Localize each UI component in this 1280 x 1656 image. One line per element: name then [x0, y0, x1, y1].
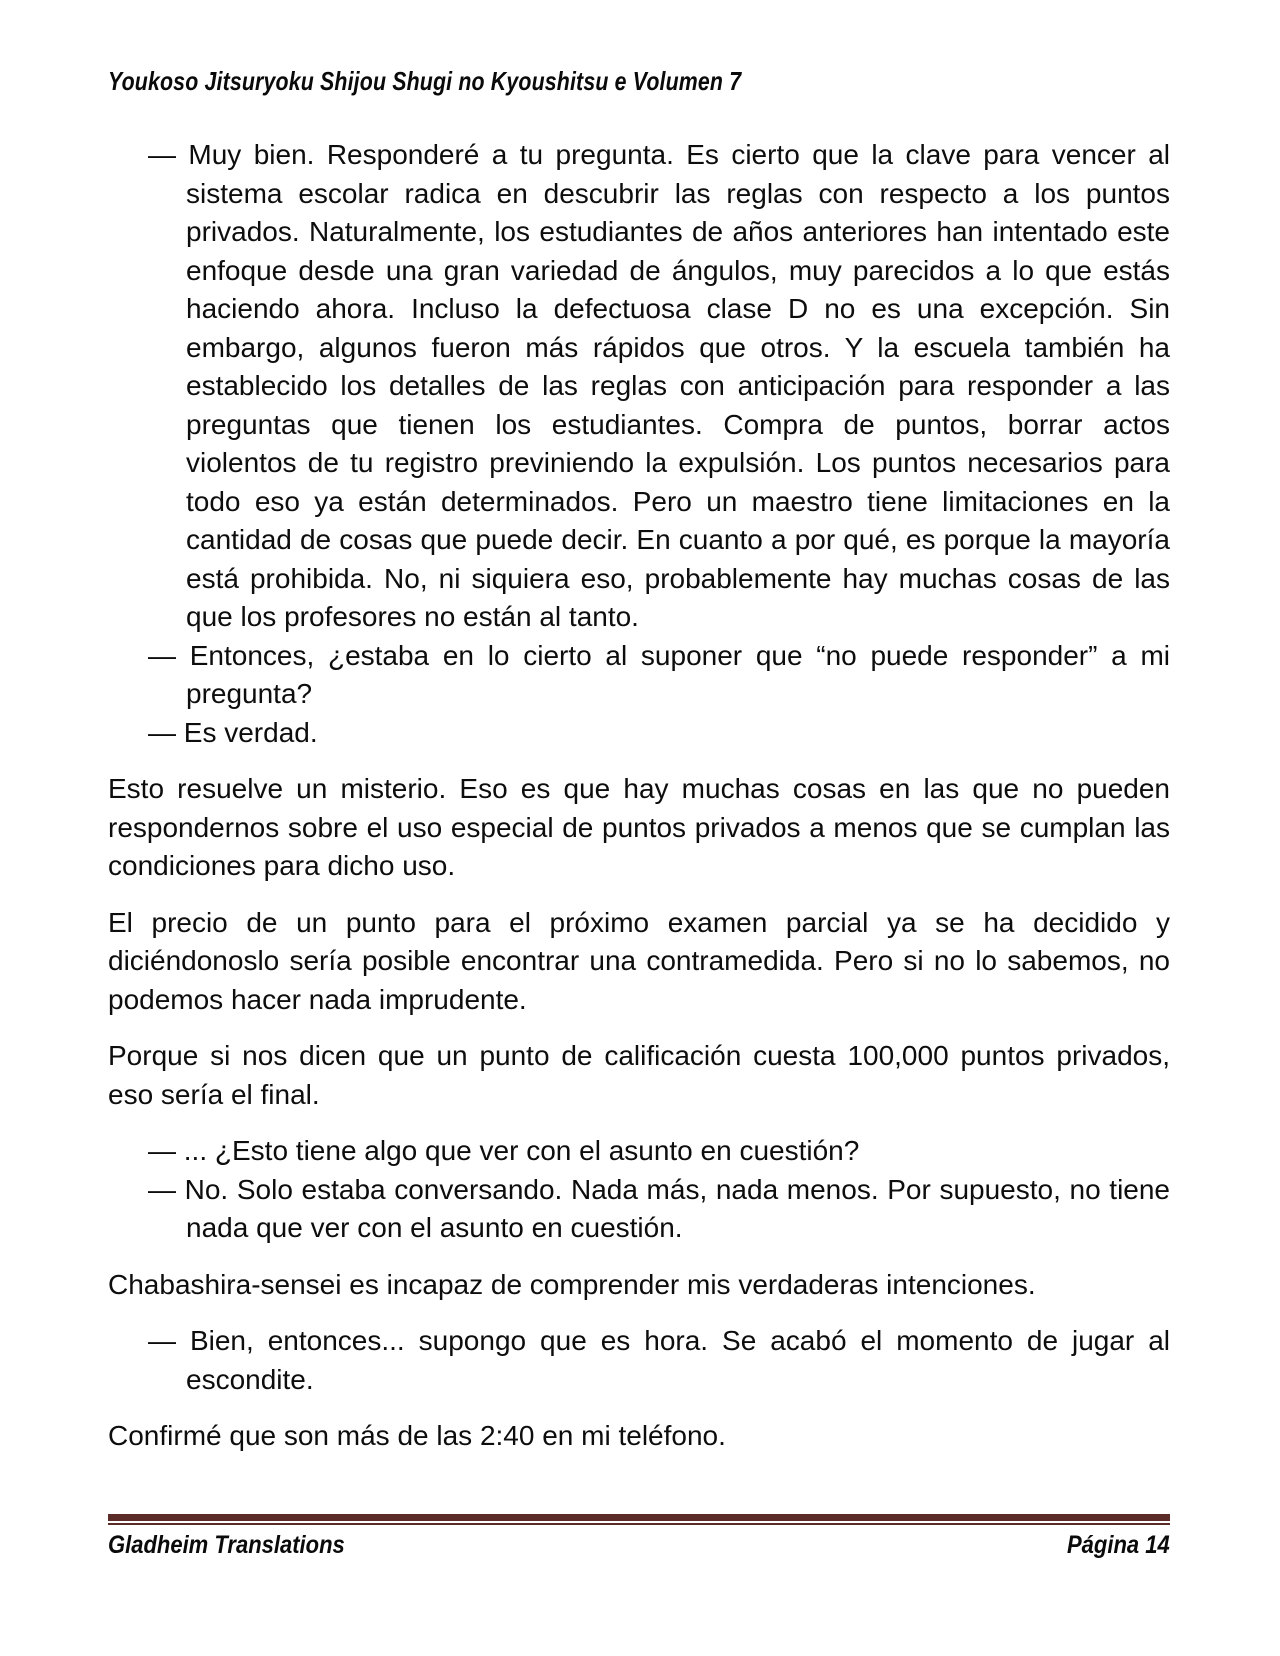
- dialogue-paragraph: — Bien, entonces... supongo que es hora. Se acabó el momento de jugar al escondite.: [148, 1325, 1170, 1395]
- dialogue-paragraph: — Entonces, ¿estaba en lo cierto al suponer que “no puede responder” a mi pregunta?: [148, 639, 1170, 709]
- text-paragraph: Confirmé que son más de las 2:40 en mi teléfono.: [108, 1420, 726, 1451]
- dialogue-paragraph: — ... ¿Esto tiene algo que ver con el asunto en cuestión?: [148, 1135, 860, 1166]
- text-paragraph: El precio de un punto para el próximo examen parcial ya se ha decidido y diciéndonoslo sería posible encontrar una contramedida. Pero si no lo sabemos, no podemos hacer nada imprudente.: [108, 906, 1170, 1015]
- page-container: [108, 0, 1170, 1656]
- dialogue-paragraph: — Es verdad.: [148, 716, 318, 748]
- dialogue-paragraph: — Muy bien. Responderé a tu pregunta. Es cierto que la clave para vencer al sistema escolar radica en descubrir las reglas con respecto a los puntos privados. Naturalmente, los estudiantes de años anteriores han intentado este enfoque desde una gran variedad de ángulos, muy parecidos a lo que estás haciendo ahora. Incluso la defectuosa clase D no es una excepción. Sin embargo, algunos fueron más rápidos que otros. Y la escuela también ha establecido los detalles de las reglas con anticipación para responder a las preguntas que tienen los estudiantes. Compra de puntos, borrar actos violentos de tu registro previniendo la expulsión. Los puntos necesarios para todo eso ya están determinados. Pero un maestro tiene limitaciones en la cantidad de cosas que puede decir. En cuanto a por qué, es porque la mayoría está prohibida. No, ni siquiera eso, probablemente hay muchas cosas de las que los profesores no están al tanto.: [148, 139, 1170, 632]
- page-header-title: Youkoso Jitsuryoku Shijou Shugi no Kyoushitsu e Volumen 7: [108, 66, 742, 96]
- dialogue-paragraph: — No. Solo estaba conversando. Nada más, nada menos. Por supuesto, no tiene nada que ver con el asunto en cuestión.: [148, 1173, 1170, 1243]
- text-paragraph: Chabashira-sensei es incapaz de comprender mis verdaderas intenciones.: [108, 1268, 1036, 1300]
- text-paragraph: Porque si nos dicen que un punto de calificación cuesta 100,000 puntos privados, eso sería el final.: [108, 1040, 1170, 1110]
- page-footer: [108, 1531, 1170, 1565]
- footer-page-number: Página 14: [1067, 1531, 1170, 1559]
- footer-translator-credit: Gladheim Translations: [108, 1531, 345, 1559]
- text-paragraph: Esto resuelve un misterio. Eso es que hay muchas cosas en las que no pueden respondernos sobre el uso especial de puntos privados a menos que se cumplan las condiciones para dicho uso.: [108, 773, 1170, 881]
- document-body: [108, 136, 1170, 1456]
- footer-divider-rule: [108, 1514, 1170, 1525]
